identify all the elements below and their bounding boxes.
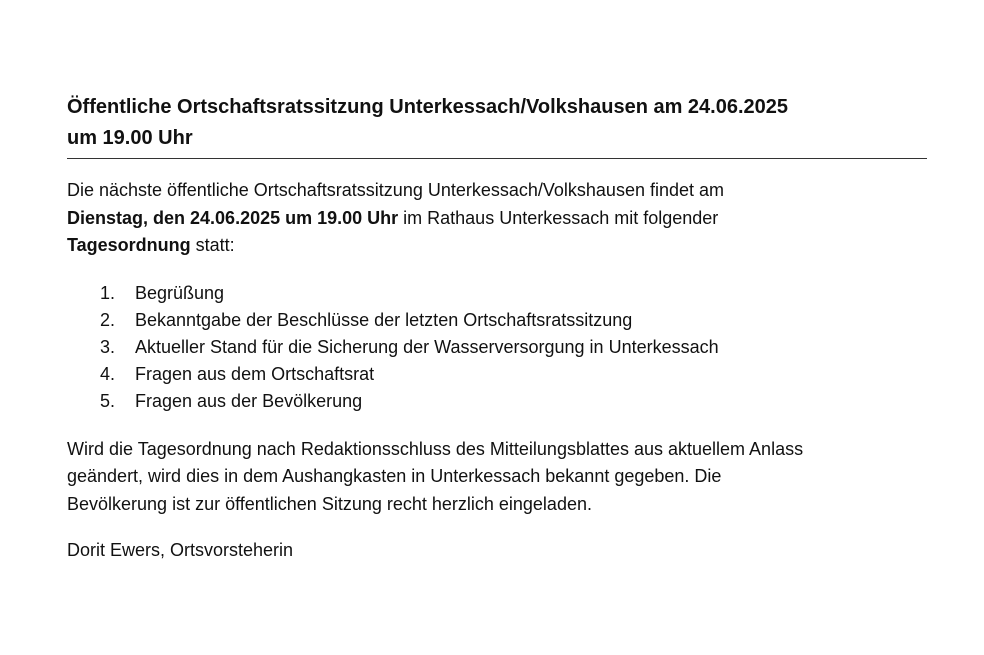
document-page [67,92,927,582]
agenda-item-text: Aktueller Stand für die Sicherung der Wasserversorgung in Unterkessach [135,336,719,357]
agenda-item-number: 5. [100,390,116,411]
title-line-2: um 19.00 Uhr [67,127,193,149]
meeting-date: Dienstag, den 24.06.2025 um 19.00 Uhr [67,207,399,228]
agenda-item-text: Fragen aus dem Ortschaftsrat [135,363,375,384]
agenda-item-text: Begrüßung [135,282,225,303]
agenda-item [67,307,927,334]
intro-text-3: statt: [190,235,235,255]
agenda-item-number: 1. [100,282,116,303]
agenda-item [67,280,927,307]
notice-line-1: Wird die Tagesordnung nach Redaktionsschluss des Mitteilungsblattes aus aktuellem Anlass [67,438,804,459]
agenda-item [67,388,927,415]
notice-paragraph [67,436,927,519]
notice-line-3: Bevölkerung ist zur öffentlichen Sitzung recht herzlich eingeladen. [67,493,592,514]
agenda-item-text: Fragen aus der Bevölkerung [135,390,363,411]
title-line-1: Öffentliche Ortschaftsratssitzung Unterkessach/Volkshausen am 24.06.2025 [67,96,789,118]
signature: Dorit Ewers, Ortsvorsteherin [67,540,294,560]
intro-text-1: Die nächste öffentliche Ortschaftsratssitzung Unterkessach/Volkshausen findet am [67,180,725,200]
intro-text-2: im Rathaus Unterkessach mit folgender [398,207,719,228]
notice-line-2: geändert, wird dies in dem Aushangkasten in Unterkessach bekannt gegeben. Die [67,466,722,486]
agenda-item-text: Bekanntgabe der Beschlüsse der letzten Ortschaftsratssitzung [135,309,633,330]
agenda-item [67,361,927,388]
intro-paragraph [67,177,927,260]
agenda-item [67,334,927,361]
agenda-item-number: 3. [100,336,116,357]
agenda-item-number: 2. [100,309,116,330]
agenda-heading: Tagesordnung [67,235,191,255]
page-title [67,92,927,159]
agenda-item-number: 4. [100,363,116,384]
agenda-list [67,280,927,415]
